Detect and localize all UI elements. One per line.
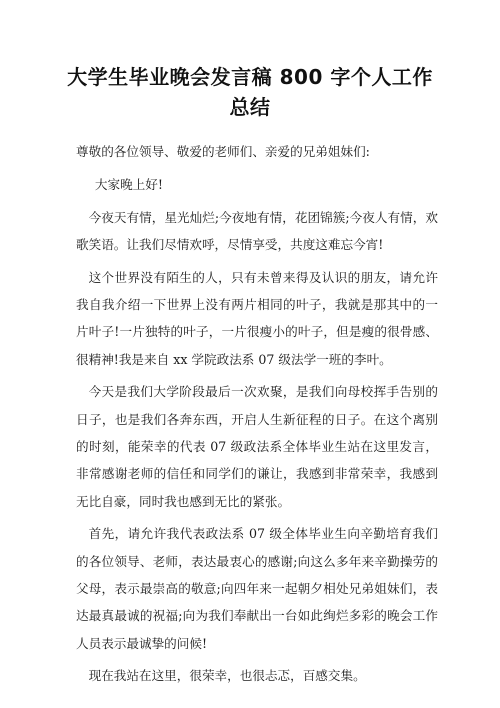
body-paragraph: 这个世界没有陌生的人，只有未曾来得及认识的朋友，请允许我自我介绍一下世界上没有两片相同的叶子，我就是那其中的一片叶子!一片独特的叶子，一片很瘦小的叶子，但是瘦的很骨感、很精神!我是来自 xx 学院政法系 07 级法学一班的李叶。 [76,269,438,367]
salutation-paragraph: 尊敬的各位领导、敬爱的老师们、亲爱的兄弟姐妹们: [76,144,370,159]
body-paragraph: 现在我站在这里，很荣幸，也很忐忑，百感交集。 [88,668,366,684]
document-body [76,138,438,690]
greeting-paragraph: 大家晚上好! [94,176,163,192]
body-paragraph: 首先，请允许我代表政法系 07 级全体毕业生向辛勤培育我们的各位领导、老师，表达最衷心的感谢;向这么多年来辛勤操劳的父母，表示最崇高的敬意;向四年来一起朝夕相处兄弟姐妹们，表达最真最诚的祝福;向为我们奉献出一台如此绚烂多彩的晚会工作人员表示最诚挚的问候! [76,526,438,651]
document-title: 大学生毕业晚会发言稿 800 字个人工作总结 [67,65,433,119]
body-paragraph: 今天是我们大学阶段最后一次欢聚，是我们向母校挥手告别的日子，也是我们各奔东西，开启人生新征程的日子。在这个离别的时刻，能荣幸的代表 07 级政法系全体毕业生站在这里发言，非常感谢老师的信任和同学们的谦让，我感到非常荣幸，我感到无比自豪，同时我也感到无比的紧张。 [76,384,438,509]
body-paragraph: 今夜天有情，星光灿烂;今夜地有情，花团锦簇;今夜人有情，欢歌笑语。让我们尽情欢呼，尽情享受，共度这难忘今宵! [76,209,438,252]
